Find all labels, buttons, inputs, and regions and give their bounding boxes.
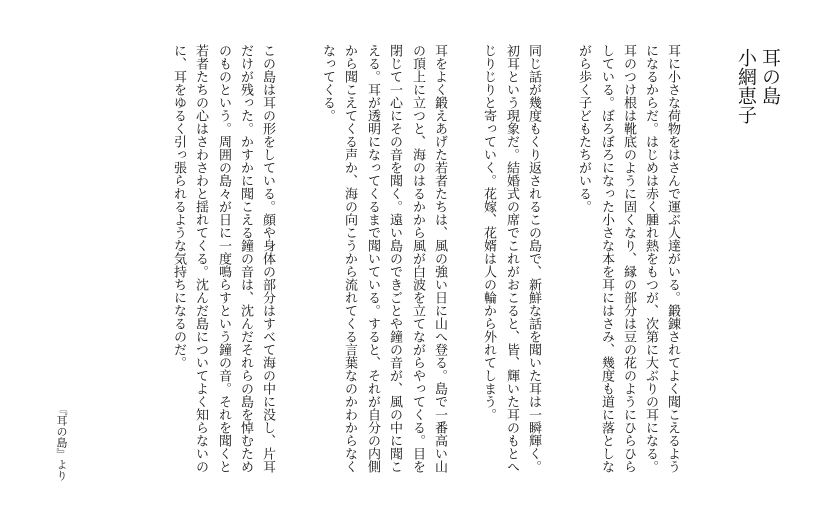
text-line: に、耳をゆるく引っ張られるような気持ちになるのだ。 [171, 44, 186, 369]
text-line: の頂上に立つと、海のはるかから風が白波を立てながらやってくる。目を [410, 44, 425, 473]
text-line: 初耳という現象だ。結婚式の席でこれがおこると、皆、輝いた耳のもとへ [504, 44, 519, 473]
text-line: 耳に小さな荷物をはさんで運ぶ人達がいる。鍛錬されてよく聞こえるよう [665, 44, 680, 473]
author-name: 小網恵子 [735, 48, 757, 124]
text-line: なってくる。 [320, 44, 335, 122]
text-line: 耳のつけ根は靴底のように固くなり、縁の部分は豆の花のようにひらひら [621, 44, 636, 473]
text-line: 閉じて一心にその音を聞く。遠い島のできごとや鐘の音が、風の中に聞こ [387, 44, 402, 473]
text-line: 若者たちの心はさわさわと揺れてくる。沈んだ島についてよく知らないの [193, 44, 208, 473]
text-line: 同じ話が幾度もくり返されるこの島で、新鮮な話を聞いた耳は一瞬輝く。 [526, 44, 541, 473]
text-line: のものという。周囲の島々が日に一度鳴らすという鐘の音。それを聞くと [216, 44, 231, 473]
poem-title: 耳の島 [759, 48, 781, 105]
text-line: える。耳が透明になってくるまで聞いている。すると、それが自分の内側 [365, 44, 380, 473]
text-line: だけが残った。かすかに聞こえる鐘の音は、沈んだそれらの島を悼むため [238, 44, 253, 473]
text-line: から聞こえてくる声か、海の向こうから流れてくる言葉なのかわからなく [342, 44, 357, 473]
text-line: している。ぼろぼろになった小さな本を耳にはさみ、幾度も道に落としな [599, 44, 614, 473]
source-citation: 『耳の島』より [55, 404, 68, 481]
text-line: 耳をよく鍛えあげた若者たちは、風の強い日に山へ登る。島で一番高い山 [432, 44, 447, 473]
text-line: じりじりと寄っていく。花嫁、花婿は人の輪から外れてしまう。 [481, 44, 496, 421]
text-line: この島は耳の形をしている。顔や身体の部分はすべて海の中に没し、片耳 [260, 44, 275, 473]
text-line: になるからだ。はじめは赤く腫れ熱をもつが、次第に大ぶりの耳になる。 [643, 44, 658, 473]
text-line: がら歩く子どもたちがいる。 [576, 44, 591, 213]
